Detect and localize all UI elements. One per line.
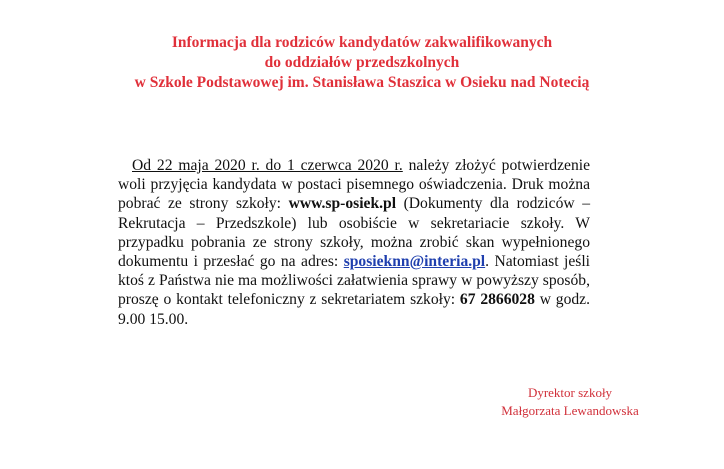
school-website-link[interactable]: www.sp-osiek.pl xyxy=(288,195,397,213)
date-range: Od 22 maja 2020 r. do 1 czerwca 2020 r. xyxy=(132,157,403,174)
email-link[interactable]: sposieknn@interia.pl xyxy=(343,253,486,271)
announcement-paragraph xyxy=(118,156,590,329)
paragraph-text-1: należy złożyć potwierdzenie woli przyjęcia kandydata w postaci pisemnego oświadczenia. Druk można pobrać ze strony szkoły: xyxy=(118,157,590,213)
title-line-3: w Szkole Podstawowej im. Stanisława Staszica w Osieku nad Notecią xyxy=(134,74,590,91)
signature-role: Dyrektor szkoły xyxy=(527,385,613,400)
title-line-2: do oddziałów przedszkolnych xyxy=(264,54,460,71)
title-line-1: Informacja dla rodziców kandydatów zakwalifikowanych xyxy=(171,34,553,51)
paragraph-text-4: w godz. 9.00 15.00. xyxy=(118,291,590,328)
paragraph-text-3: . Natomiast jeśli ktoś z Państwa nie ma możliwości załatwienia sprawy w powyższy sposób, proszę o kontakt telefoniczny z sekretariatem szkoły: xyxy=(118,253,590,309)
signature-name: Małgorzata Lewandowska xyxy=(501,403,639,418)
phone-number: 67 2866028 xyxy=(459,291,535,309)
document-title xyxy=(0,33,724,93)
paragraph-text-2: (Dokumenty dla rodziców – Rekrutacja – Przedszkole) lub osobiście w sekretariacie szkoły. W przypadku pobrania ze strony szkoły, można zrobić skan wypełnionego dokumentu i przesłać go na adres: xyxy=(118,195,590,271)
signature-block xyxy=(470,384,670,420)
